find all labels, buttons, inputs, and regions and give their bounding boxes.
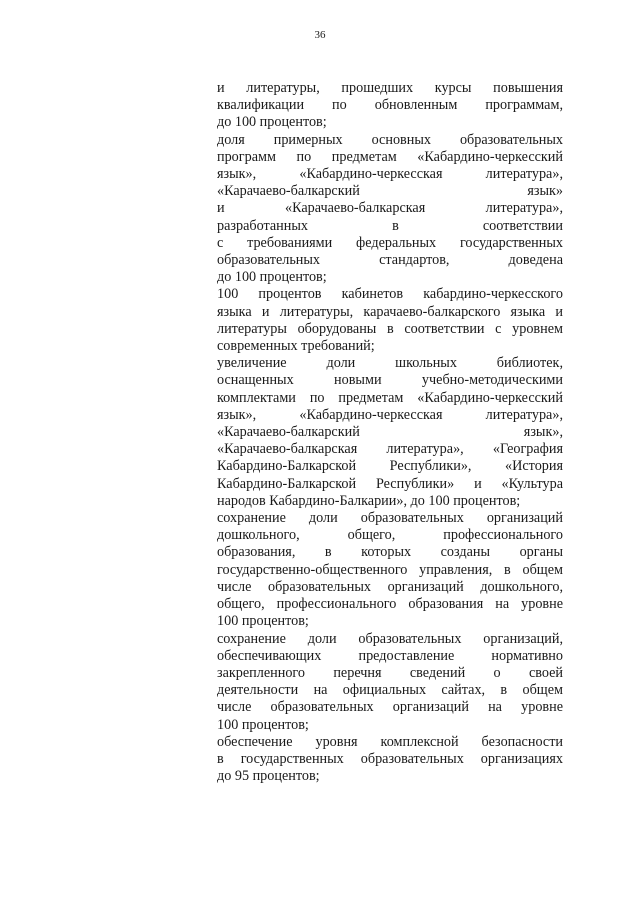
text-line: обеспечивающих предоставление нормативно <box>217 647 563 664</box>
text-line: доля примерных основных образовательных <box>217 131 563 148</box>
text-line: разработанных в соответствии <box>217 217 563 234</box>
text-line: комплектами по предметам «Кабардино-черкесский <box>217 389 563 406</box>
text-line: сохранение доли образовательных организаций, <box>217 630 563 647</box>
page-number: 36 <box>314 29 326 41</box>
text-line: в государственных образовательных организациях <box>217 750 563 767</box>
paragraph <box>217 80 563 132</box>
text-line: квалификации по обновленным программам, <box>217 97 563 114</box>
text-line: закрепленного перечня сведений о своей <box>217 664 563 681</box>
paragraph <box>217 286 563 355</box>
text-line: современных требований; <box>217 338 375 355</box>
text-line: Кабардино-Балкарской Республики» и «Культура <box>217 475 563 492</box>
text-line: оснащенных новыми учебно-методическими <box>217 372 563 389</box>
text-line: программ по предметам «Кабардино-черкесский <box>217 148 563 165</box>
paragraph <box>217 510 563 630</box>
text-line: сохранение доли образовательных организаций <box>217 510 563 527</box>
text-line: числе образовательных организаций на уровне <box>217 699 563 716</box>
text-line: государственно-общественного управления, в общем <box>217 561 563 578</box>
text-line: и литературы, прошедших курсы повышения <box>217 80 563 96</box>
text-line: 100 процентов; <box>217 716 309 733</box>
text-line: общего, профессионального образования на уровне <box>217 596 563 613</box>
paragraph <box>217 631 563 734</box>
text-line: язык», «Кабардино-черкесская литература», <box>217 166 563 183</box>
text-line: образования, в которых созданы органы <box>217 544 563 561</box>
text-line: «Карачаево-балкарский язык» <box>217 183 563 200</box>
text-line: народов Кабардино-Балкарии», до 100 процентов; <box>217 492 521 509</box>
text-line: до 100 процентов; <box>217 269 327 286</box>
text-line: литературы оборудованы в соответствии с уровнем <box>217 320 563 337</box>
text-line: деятельности на официальных сайтах, в общем <box>217 682 563 699</box>
document-body <box>217 80 563 785</box>
text-line: языка и литературы, карачаево-балкарского языка и <box>217 303 563 320</box>
text-line: 100 процентов кабинетов кабардино-черкесского <box>217 286 563 303</box>
text-line: «Карачаево-балкарская литература», «География <box>217 441 563 458</box>
text-line: «Карачаево-балкарский язык», <box>217 424 563 441</box>
paragraph <box>217 355 563 510</box>
text-line: 100 процентов; <box>217 613 309 630</box>
text-line: Кабардино-Балкарской Республики», «История <box>217 458 563 475</box>
text-line: с требованиями федеральных государственных <box>217 234 563 251</box>
text-line: увеличение доли школьных библиотек, <box>217 355 563 372</box>
text-line: язык», «Кабардино-черкесская литература», <box>217 406 563 423</box>
text-line: образовательных стандартов, доведена <box>217 252 563 269</box>
text-line: дошкольного, общего, профессионального <box>217 527 563 544</box>
text-line: и «Карачаево-балкарская литература», <box>217 200 563 217</box>
paragraph <box>217 734 563 786</box>
text-line: числе образовательных организаций дошкольного, <box>217 578 563 595</box>
text-line: до 100 процентов; <box>217 114 327 131</box>
paragraph <box>217 132 563 287</box>
text-line: обеспечение уровня комплексной безопасности <box>217 733 563 750</box>
text-line: до 95 процентов; <box>217 768 320 785</box>
